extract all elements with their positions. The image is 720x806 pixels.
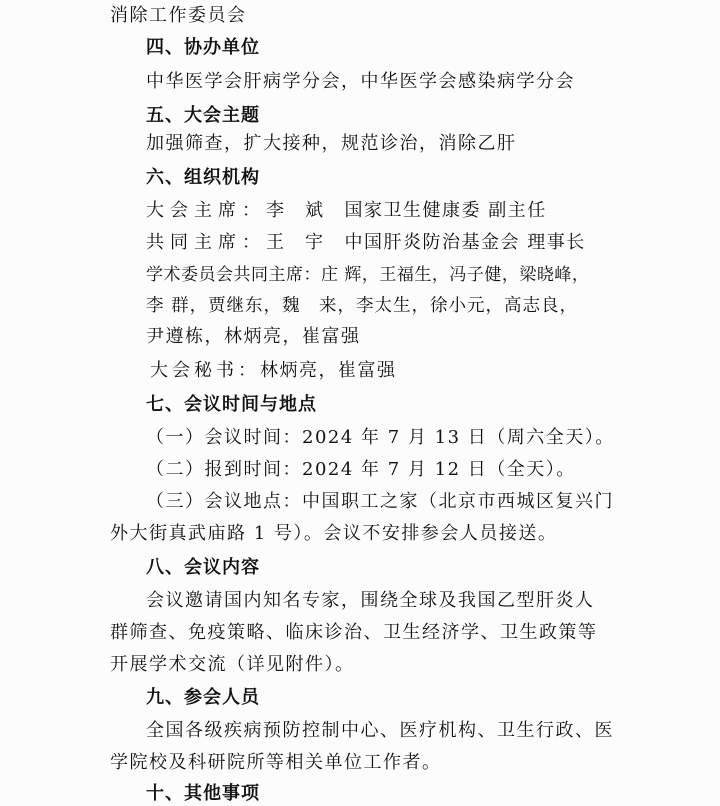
attendee-line-2: 学院校及科研院所等相关单位工作者。 <box>110 752 442 773</box>
cochair-org: 中国肝炎防治基金会 理事长 <box>344 232 586 253</box>
chair-line <box>146 197 547 225</box>
cochair-name: 王 宇 <box>266 232 325 253</box>
section-6-heading: 六、组织机构 <box>146 167 260 188</box>
cochair-line <box>146 229 586 257</box>
chair-role: 大会主席： <box>146 200 266 221</box>
section-10-heading: 十、其他事项 <box>146 783 260 804</box>
academic-committee-line <box>146 261 589 289</box>
chair-name: 李 斌 <box>266 200 325 221</box>
secretary-names: 林炳亮，崔富强 <box>260 360 397 381</box>
section-8-heading: 八、会议内容 <box>146 557 260 578</box>
section-5-body: 加强筛查，扩大接种，规范诊治，消除乙肝 <box>146 133 517 154</box>
academic-role: 学术委员会共同主席： <box>146 265 321 285</box>
secretary-role: 大会秘书： <box>150 360 260 381</box>
academic-members-2: 李 群，贾继东，魏 来，李太生，徐小元，高志良， <box>146 296 579 316</box>
section-9-heading: 九、参会人员 <box>146 687 260 708</box>
academic-members-3: 尹遵栋，林炳亮，崔富强 <box>146 326 361 347</box>
section-4-heading: 四、协办单位 <box>146 37 260 58</box>
attendee-line-1: 全国各级疾病预防控制中心、医疗机构、卫生行政、医 <box>146 720 614 741</box>
meeting-location-item: （三）会议地点：中国职工之家（北京市西城区复兴门 <box>146 491 614 512</box>
section-7-heading: 七、会议时间与地点 <box>146 394 317 415</box>
academic-members-1: 庄 辉，王福生，冯子健，梁晓峰， <box>321 265 590 285</box>
section-4-body: 中华医学会肝病学分会，中华医学会感染病学分会 <box>146 71 575 92</box>
secretary-line <box>150 357 397 385</box>
meeting-location-continuation: 外大街真武庙路 1 号）。会议不安排参会人员接送。 <box>110 523 558 544</box>
content-line-3: 开展学术交流（详见附件）。 <box>110 654 355 675</box>
org-name-continuation: 消除工作委员会 <box>110 5 247 26</box>
meeting-time-item: （一）会议时间：2024 年 7 月 13 日（周六全天）。 <box>146 427 615 448</box>
cochair-role: 共同主席： <box>146 232 266 253</box>
content-line-2: 群筛查、免疫策略、临床诊治、卫生经济学、卫生政策等 <box>110 622 598 643</box>
content-line-1: 会议邀请国内知名专家，围绕全球及我国乙型肝炎人 <box>146 590 595 611</box>
section-5-heading: 五、大会主题 <box>146 105 260 126</box>
chair-org: 国家卫生健康委 副主任 <box>344 200 547 221</box>
registration-time-item: （二）报到时间：2024 年 7 月 12 日（全天）。 <box>146 459 576 480</box>
